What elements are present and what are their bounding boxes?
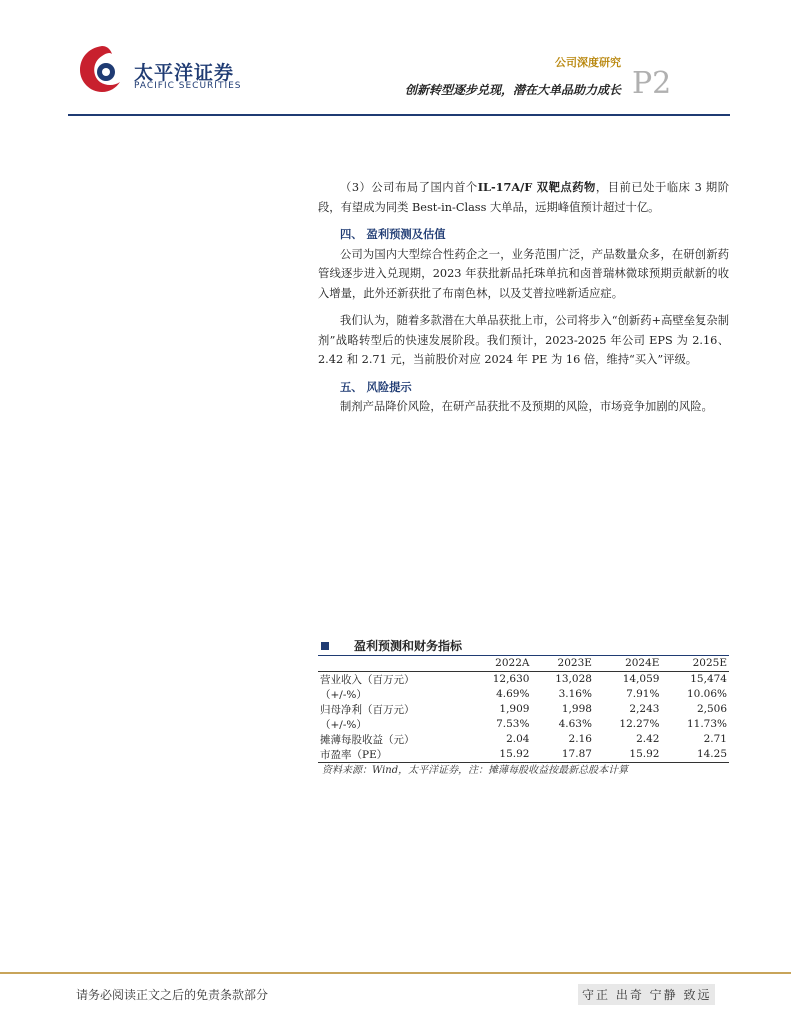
table-cell: 1,998	[561, 703, 592, 716]
paragraph-risk: 制剂产品降价风险，在研产品获批不及预期的风险，市场竞争加剧的风险。	[340, 400, 713, 413]
table-cell: 2.71	[703, 733, 727, 746]
table-row	[318, 671, 729, 687]
table-cell: 2,506	[696, 703, 727, 716]
table-row	[318, 717, 729, 732]
table-cell: 17.87	[531, 747, 593, 763]
row-label: 归母净利（百万元）	[320, 703, 415, 716]
brand-name-cn: 太平洋证券	[134, 62, 235, 84]
report-title: 创新转型逐步兑现，潜在大单品助力成长	[404, 83, 621, 97]
table-cell: 7.53%	[496, 718, 530, 731]
table-cell: 4.69%	[496, 688, 530, 701]
para1-bold-text: IL-17A/F 双靶点药物	[477, 180, 596, 194]
paragraph-valuation: 我们认为，随着多款潜在大单品获批上市，公司将步入“创新药+高壁垒复杂制剂”战略转型后的快速发展阶段。我们预计，2023-2025 年公司 EPS 为 2.16、2.42 和 2.71 元，当前股价对应 2024 年 PE 为 16 倍，维持“买入”评级。	[318, 314, 729, 366]
table-cell: 13,028	[555, 673, 592, 686]
table-cell: 2.04	[506, 733, 530, 746]
paragraph-pipeline	[318, 178, 729, 217]
table-header-row	[318, 656, 729, 671]
table-cell: 3.16%	[558, 688, 592, 701]
row-label: 市盈率（PE）	[318, 747, 469, 763]
table-cell: 12.27%	[619, 718, 660, 731]
section-heading-forecast: 四、 盈利预测及估值	[340, 227, 446, 241]
table-cell: 10.06%	[686, 688, 727, 701]
column-header: 2023E	[531, 656, 593, 671]
footer-divider	[0, 972, 791, 974]
table-cell: 1,909	[499, 703, 530, 716]
header-divider	[68, 114, 730, 116]
body-text	[318, 178, 729, 417]
table-cell: 12,630	[492, 673, 530, 686]
table-row	[318, 747, 729, 763]
column-header: 2025E	[661, 656, 729, 671]
table-cell: 2.42	[636, 733, 660, 746]
pacific-securities-logo	[76, 42, 128, 94]
table-row	[318, 732, 729, 747]
table-cell: 15.92	[469, 747, 531, 763]
para1-text-a: （3）公司布局了国内首个	[340, 181, 478, 194]
row-label: 摊薄每股收益（元）	[320, 733, 415, 746]
section-heading-risk: 五、 风险提示	[340, 379, 412, 394]
table-cell: 2.16	[568, 733, 592, 746]
column-header: 2024E	[594, 656, 662, 671]
report-type: 公司深度研究	[555, 56, 621, 69]
financial-table	[318, 656, 729, 763]
row-label: （+/-%）	[320, 718, 367, 731]
table-cell: 7.91%	[626, 688, 660, 701]
table-source-note: 资料来源：Wind，太平洋证券，注：摊薄每股收益按最新总股本计算	[322, 765, 629, 776]
table-cell: 14.25	[661, 747, 729, 763]
column-header	[318, 656, 469, 671]
table-title-bar	[318, 637, 729, 655]
table-cell: 2,243	[629, 703, 660, 716]
brand-name-en: PACIFIC SECURITIES	[134, 81, 242, 91]
table-cell: 14,059	[622, 673, 660, 686]
table-cell: 4.63%	[558, 718, 592, 731]
table-cell: 15,474	[690, 673, 727, 686]
row-label: （+/-%）	[320, 688, 367, 701]
table-row	[318, 687, 729, 702]
table-title: 盈利预测和财务指标	[354, 639, 463, 653]
paragraph-overview: 公司为国内大型综合性药企之一，业务范围广泛，产品数量众多，在研创新药管线逐步进入兑现期，2023 年获批新品托珠单抗和卤普瑞林微球预期贡献新的收入增量，此外还新获批了布南色林，以及艾普拉唑新适应症。	[318, 247, 729, 300]
square-bullet-icon	[321, 642, 329, 650]
table-row	[318, 702, 729, 717]
table-cell: 11.73%	[686, 718, 727, 731]
column-header: 2022A	[469, 656, 531, 671]
table-cell: 15.92	[594, 747, 662, 763]
para1-text-b: ，目前已处于临床 3 期阶段，有望成为同类 Best-in-Class 大单品，远期峰值预计超过十亿。	[318, 181, 730, 214]
page-number: P2	[632, 66, 672, 101]
row-label: 营业收入（百万元）	[320, 673, 415, 686]
footer-motto: 守正 出奇 宁静 致远	[578, 984, 715, 1005]
footer-disclaimer: 请务必阅读正文之后的免责条款部分	[76, 988, 269, 1002]
